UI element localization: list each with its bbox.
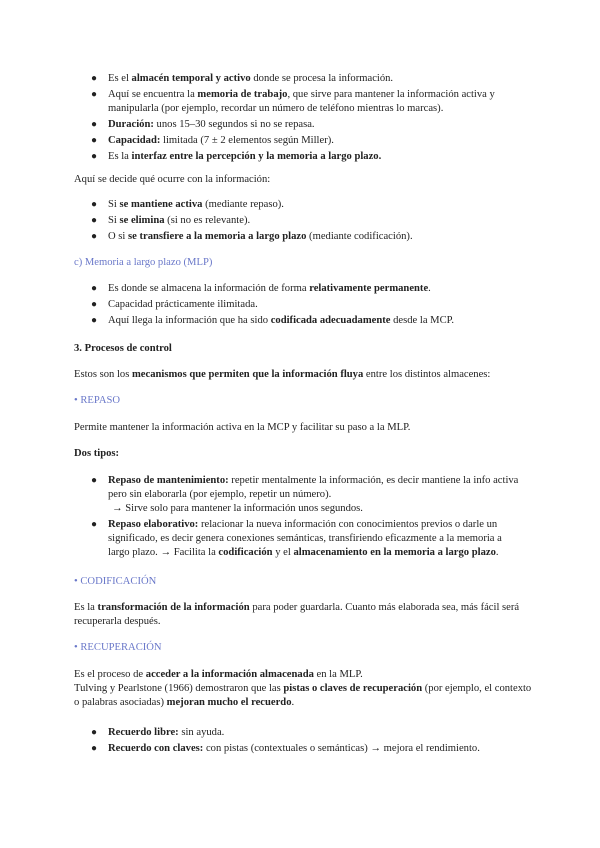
paragraph: Tulving y Pearlstone (1966) demostraron que las pistas o claves de recuperación (por ejemplo, el contexto o palabras asociadas) mejoran mucho el recuerdo. bbox=[74, 683, 532, 708]
section-heading-mlp: c) Memoria a largo plazo (MLP) bbox=[74, 257, 213, 268]
list-item: ● O si se transfiere a la memoria a largo plazo (mediante codificación). bbox=[91, 231, 413, 242]
mcp-features-list bbox=[92, 72, 522, 166]
bullet-icon: ● bbox=[91, 151, 98, 162]
list-item: ● Capacidad: limitada (7 ± 2 elementos según Miller). bbox=[91, 135, 334, 146]
list-item: ● Capacidad prácticamente ilimitada. bbox=[91, 299, 258, 310]
decision-list bbox=[92, 198, 522, 246]
list-item: ● Aquí llega la información que ha sido codificada adecuadamente desde la MCP. bbox=[91, 315, 455, 326]
list-item: ● Si se mantiene activa (mediante repaso). bbox=[91, 199, 284, 210]
paragraph: Aquí se decide qué ocurre con la información: bbox=[74, 174, 271, 185]
section-heading-repaso: • REPASO bbox=[74, 395, 121, 406]
paragraph: Es la transformación de la información para poder guardarla. Cuanto más elaborada sea, más fácil será recuperarla después. bbox=[74, 602, 520, 627]
list-item: ● Es el almacén temporal y activo donde se procesa la información. bbox=[91, 73, 394, 84]
section-heading-recuperacion: • RECUPERACIÓN bbox=[74, 642, 162, 653]
list-item: ● Repaso de mantenimiento: repetir mentalmente la información, es decir mantiene la info activa pero sin elaborarla (por ejemplo, repetir un número). → Sirve solo para mantener la información unos segundos. bbox=[91, 475, 519, 514]
paragraph: Permite mantener la información activa en la MCP y facilitar su paso a la MLP. bbox=[74, 422, 411, 433]
recuerdo-types-list bbox=[92, 726, 522, 758]
list-item: ● Es la interfaz entre la percepción y la memoria a largo plazo. bbox=[91, 151, 382, 162]
bullet-icon: ● bbox=[91, 135, 98, 146]
bullet-icon: ● bbox=[91, 519, 98, 530]
bullet-icon: ● bbox=[91, 199, 98, 210]
list-item: ● Recuerdo libre: sin ayuda. bbox=[91, 727, 225, 738]
list-item: ● Duración: unos 15–30 segundos si no se repasa. bbox=[91, 119, 315, 130]
list-item: ● Repaso elaborativo: relacionar la nueva información con conocimientos previos o darle un significado, es decir genera conexiones semánticas, transfiriendo eficazmente a la memoria a largo plazo. → Facilita la codificación y el almacenamiento en la memoria a largo plazo. bbox=[91, 519, 502, 558]
bullet-icon: ● bbox=[91, 215, 98, 226]
bullet-icon: ● bbox=[91, 299, 98, 310]
bullet-icon: ● bbox=[91, 315, 98, 326]
list-item: ● Es donde se almacena la información de forma relativamente permanente. bbox=[91, 283, 431, 294]
list-item: ● Aquí se encuentra la memoria de trabajo, que sirve para mantener la información activa y manipularla (por ejemplo, recordar un número de teléfono mientras lo marcas). bbox=[91, 89, 495, 114]
bullet-icon: ● bbox=[91, 743, 98, 754]
bullet-icon: ● bbox=[91, 727, 98, 738]
bullet-icon: ● bbox=[91, 73, 98, 84]
mlp-features-list bbox=[92, 282, 522, 330]
bullet-icon: ● bbox=[91, 231, 98, 242]
bullet-icon: ● bbox=[91, 283, 98, 294]
bullet-icon: ● bbox=[91, 89, 98, 100]
subheading-dos-tipos: Dos tipos: bbox=[74, 448, 120, 459]
repaso-types-list bbox=[92, 474, 522, 562]
bullet-icon: ● bbox=[91, 119, 98, 130]
section-heading-control: 3. Procesos de control bbox=[74, 343, 172, 354]
paragraph: Estos son los mecanismos que permiten que la información fluya entre los distintos almacenes: bbox=[74, 369, 491, 380]
list-item: ● Recuerdo con claves: con pistas (contextuales o semánticas) → mejora el rendimiento. bbox=[91, 743, 480, 754]
paragraph: Es el proceso de acceder a la información almacenada en la MLP. bbox=[74, 669, 363, 680]
section-heading-codificacion: • CODIFICACIÓN bbox=[74, 576, 157, 587]
bullet-icon: ● bbox=[91, 475, 98, 486]
list-item: ● Si se elimina (si no es relevante). bbox=[91, 215, 251, 226]
